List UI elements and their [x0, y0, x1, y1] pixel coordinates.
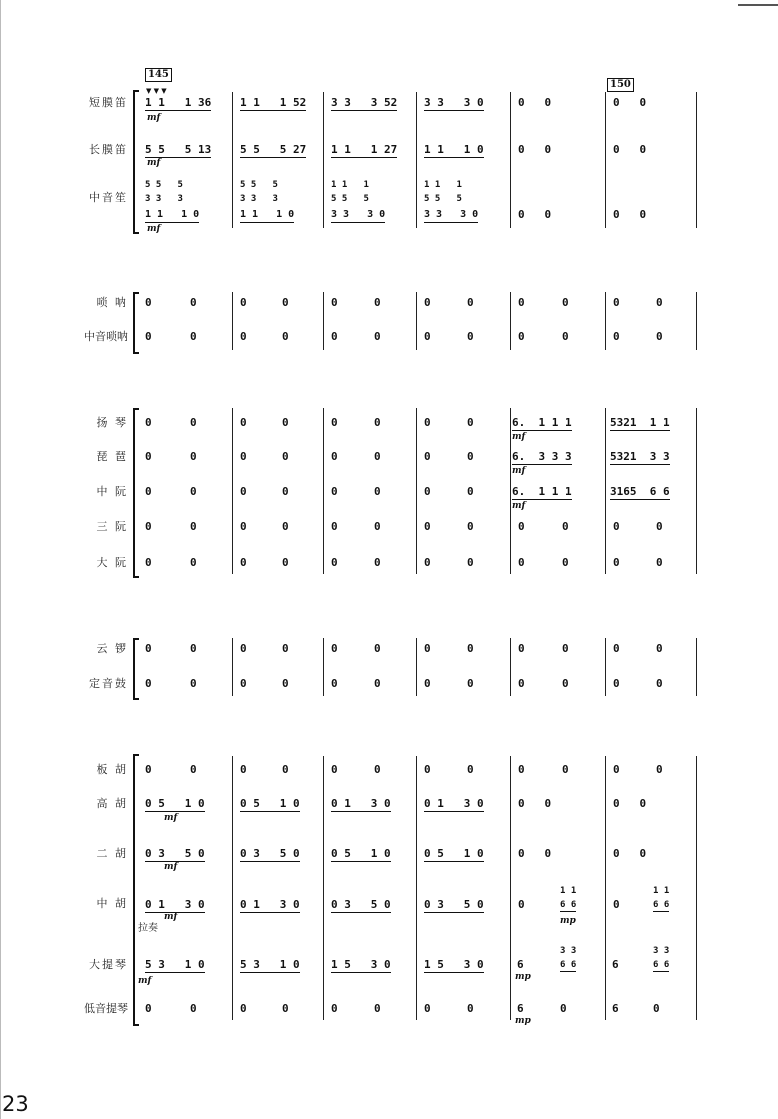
- yangqin-m149: 6. 1 1 1: [512, 416, 572, 429]
- barline: [510, 292, 511, 350]
- rest: 0: [190, 763, 197, 776]
- dynamic-mf: mf: [164, 813, 178, 823]
- gaohu-m147: 0 1 3 0: [331, 797, 391, 810]
- barline: [605, 756, 606, 1020]
- datiqin-m146: 5 3 1 0: [240, 958, 300, 971]
- rest: 0: [656, 520, 663, 533]
- pipa-m149: 6. 3 3 3: [512, 450, 572, 463]
- barline: [416, 92, 417, 228]
- rest: 0: [282, 763, 289, 776]
- rest: 0: [240, 677, 247, 690]
- rest: 0: [240, 763, 247, 776]
- instrument-label-gaohu: 高 胡: [96, 797, 128, 810]
- rest: 0: [190, 416, 197, 429]
- accent-mark: ▼ ▼ ▼: [146, 87, 167, 95]
- rest: 0: [467, 330, 474, 343]
- rest: 0: [562, 763, 569, 776]
- rest: 0: [424, 296, 431, 309]
- rest: 0: [282, 642, 289, 655]
- lazou-marking: 拉奏: [138, 923, 158, 934]
- rest: 0: [145, 416, 152, 429]
- erhu-m149: 0 0: [518, 847, 552, 860]
- barline: [232, 756, 233, 1020]
- rest: 0: [374, 642, 381, 655]
- erhu-m147: 0 5 1 0: [331, 847, 391, 860]
- rest: 0: [424, 556, 431, 569]
- rest: 0: [282, 677, 289, 690]
- corner-rule: [738, 4, 778, 6]
- rest: 0: [145, 677, 152, 690]
- rest: 0: [145, 330, 152, 343]
- rest: 0: [562, 556, 569, 569]
- rest: 0: [145, 556, 152, 569]
- rest: 0: [467, 485, 474, 498]
- rest: 0: [424, 330, 431, 343]
- rest: 0: [424, 1002, 431, 1015]
- gaohu-m150: 0 0: [613, 797, 647, 810]
- rest: 0: [562, 677, 569, 690]
- rest: 0: [656, 763, 663, 776]
- rest: 0: [282, 485, 289, 498]
- rest: 0: [562, 642, 569, 655]
- barline: [323, 408, 324, 574]
- rest: 0: [518, 296, 525, 309]
- dynamic-mf: mf: [512, 466, 526, 476]
- barline: [605, 638, 606, 696]
- rest: 0: [467, 763, 474, 776]
- page-number: 23: [2, 1092, 29, 1116]
- rest: 0: [613, 556, 620, 569]
- instrument-label-zhongyin-suona: 中音唢呐: [84, 330, 128, 343]
- rest: 0: [331, 330, 338, 343]
- dynamic-mp: mp: [515, 972, 531, 982]
- rest: 0: [240, 1002, 247, 1015]
- rest: 0: [145, 485, 152, 498]
- rest: 0: [282, 520, 289, 533]
- rest: 0: [331, 296, 338, 309]
- zhonghu-m148: 0 3 5 0: [424, 898, 484, 911]
- rest: 0: [282, 296, 289, 309]
- rest: 0: [656, 677, 663, 690]
- rest: 0: [331, 763, 338, 776]
- rest: 0: [424, 450, 431, 463]
- gaohu-m145: 0 5 1 0: [145, 797, 205, 810]
- rest: 0: [190, 1002, 197, 1015]
- instrument-label-daruan: 大 阮: [96, 556, 128, 569]
- barline: [510, 756, 511, 1020]
- rest: 0: [374, 416, 381, 429]
- rest: 0: [282, 556, 289, 569]
- rest: 0: [331, 677, 338, 690]
- datiqin-m150-chord-bottom: 6 6: [653, 960, 670, 970]
- rest: 0: [331, 556, 338, 569]
- instrument-label-zhongyinsheng: 中音笙: [89, 191, 128, 204]
- barline: [416, 408, 417, 574]
- zhonghu-m145: 0 1 3 0: [145, 898, 205, 911]
- measure-148-notes: 3 3 3 0: [424, 96, 484, 109]
- chord-mid: 5 5 5: [424, 194, 462, 204]
- rest: 0: [613, 763, 620, 776]
- rest: 0: [240, 450, 247, 463]
- barline: [323, 756, 324, 1020]
- datiqin-m145: 5 3 1 0: [145, 958, 205, 971]
- dynamic-mf: mf: [147, 224, 161, 234]
- barline: [510, 92, 511, 228]
- instrument-label-yangqin: 扬 琴: [96, 416, 128, 429]
- rest: 0: [282, 330, 289, 343]
- rest: 0: [145, 763, 152, 776]
- rest: 0: [562, 330, 569, 343]
- rest: 0: [282, 1002, 289, 1015]
- measure-147-notes: 3 3 3 0: [331, 208, 385, 223]
- rest: 0: [190, 330, 197, 343]
- rest: 0: [518, 677, 525, 690]
- page-left-edge: [0, 0, 1, 1119]
- rest: 0: [656, 330, 663, 343]
- wind-group-bracket: [133, 90, 139, 234]
- erhu-m146: 0 3 5 0: [240, 847, 300, 860]
- barline-end: [696, 638, 697, 696]
- rest: 0: [424, 763, 431, 776]
- measure-147-notes: 3 3 3 52: [331, 96, 398, 109]
- measure-150-notes: 0 0: [613, 96, 647, 109]
- rest: 0: [613, 642, 620, 655]
- measure-149-notes: 0 0: [518, 143, 552, 156]
- zhonghu-m149-chord-bottom: 6 6: [560, 900, 577, 910]
- rest: 0: [240, 520, 247, 533]
- chord-mid: 3 3 3: [240, 194, 278, 204]
- measure-145-notes: 1 1 1 36: [145, 96, 212, 109]
- rest: 0: [424, 520, 431, 533]
- rest: 0: [331, 450, 338, 463]
- instrument-label-banhu: 板 胡: [96, 763, 128, 776]
- zhonghu-m150-chord-top: 1 1: [653, 886, 670, 896]
- measure-148-notes: 3 3 3 0: [424, 208, 478, 223]
- rest: 0: [331, 485, 338, 498]
- suona-group-bracket: [133, 292, 139, 354]
- chord-top: 1 1 1: [331, 180, 369, 190]
- zhonghu-m150-chord-bottom: 6 6: [653, 900, 670, 910]
- measure-149-notes: 0 0: [518, 208, 552, 221]
- dynamic-mf: mf: [512, 432, 526, 442]
- barline: [510, 638, 511, 696]
- rest: 0: [190, 450, 197, 463]
- rest: 0: [518, 763, 525, 776]
- rest: 0: [613, 898, 620, 911]
- rest: 0: [331, 1002, 338, 1015]
- datiqin-m147: 1 5 3 0: [331, 958, 391, 971]
- chord-mid: 5 5 5: [331, 194, 369, 204]
- rest: 0: [190, 677, 197, 690]
- barline-end: [696, 408, 697, 574]
- rest: 0: [331, 642, 338, 655]
- rest: 0: [467, 556, 474, 569]
- rest: 0: [374, 450, 381, 463]
- gaohu-m149: 0 0: [518, 797, 552, 810]
- rest: 0: [613, 330, 620, 343]
- barline: [605, 292, 606, 350]
- datiqin-m149-chord-top: 3 3: [560, 946, 577, 956]
- barline: [323, 92, 324, 228]
- measure-146-notes: 5 5 5 27: [240, 143, 307, 156]
- rest: 0: [467, 642, 474, 655]
- dynamic-mf: mf: [147, 158, 161, 168]
- pipa-m150: 5321 3 3: [610, 450, 670, 463]
- dynamic-mf: mf: [147, 113, 161, 123]
- rest: 0: [240, 330, 247, 343]
- rest: 0: [190, 485, 197, 498]
- rest: 0: [145, 450, 152, 463]
- rest: 0: [467, 450, 474, 463]
- barline: [232, 408, 233, 574]
- rest: 0: [656, 556, 663, 569]
- instrument-label-zhonghu: 中 胡: [96, 897, 128, 910]
- gaohu-m148: 0 1 3 0: [424, 797, 484, 810]
- instrument-label-pipa: 琵 琶: [96, 450, 128, 463]
- instrument-label-erhu: 二 胡: [96, 847, 128, 860]
- rest: 0: [467, 677, 474, 690]
- rest: 0: [374, 485, 381, 498]
- barline-end: [696, 756, 697, 1020]
- barline: [232, 638, 233, 696]
- instrument-label-changmodi: 长膜笛: [89, 143, 128, 156]
- measure-149-notes: 0 0: [518, 96, 552, 109]
- barline-end: [696, 292, 697, 350]
- rest: 0: [656, 296, 663, 309]
- rest: 0: [467, 416, 474, 429]
- rest: 0: [282, 416, 289, 429]
- dynamic-mp: mp: [515, 1016, 531, 1026]
- rest: 0: [424, 416, 431, 429]
- rest: 0: [467, 296, 474, 309]
- barline: [323, 638, 324, 696]
- gaohu-m146: 0 5 1 0: [240, 797, 300, 810]
- rest: 0: [374, 556, 381, 569]
- dynamic-mf: mf: [138, 976, 152, 986]
- zhongruan-m149: 6. 1 1 1: [512, 485, 572, 498]
- barline: [232, 92, 233, 228]
- rest: 0: [613, 520, 620, 533]
- rest: 0: [240, 485, 247, 498]
- barline: [416, 638, 417, 696]
- datiqin-m149-chord-bottom: 6 6: [560, 960, 577, 970]
- dynamic-mp: mp: [560, 916, 576, 926]
- chord-top: 1 1 1: [424, 180, 462, 190]
- rest: 0: [190, 556, 197, 569]
- rest: 0: [190, 520, 197, 533]
- rest: 0: [518, 330, 525, 343]
- rest: 0: [518, 556, 525, 569]
- rest: 0: [374, 520, 381, 533]
- zhonghu-m149-chord-top: 1 1: [560, 886, 577, 896]
- datiqin-m150-chord-top: 3 3: [653, 946, 670, 956]
- rest: 0: [560, 1002, 567, 1015]
- measure-146-notes: 1 1 1 0: [240, 208, 294, 223]
- barline: [510, 408, 511, 574]
- measure-150-notes: 0 0: [613, 143, 647, 156]
- measure-147-notes: 1 1 1 27: [331, 143, 398, 156]
- instrument-label-diyintiqin: 低音提琴: [84, 1002, 128, 1015]
- rest: 0: [467, 520, 474, 533]
- barline: [416, 292, 417, 350]
- measure-146-notes: 1 1 1 52: [240, 96, 307, 109]
- rest: 0: [467, 1002, 474, 1015]
- instrument-label-datiqin: 大提琴: [89, 958, 128, 971]
- percussion-group-bracket: [133, 638, 139, 700]
- rest: 0: [240, 556, 247, 569]
- instrument-label-sanruan: 三 阮: [96, 520, 128, 533]
- datiqin-m148: 1 5 3 0: [424, 958, 484, 971]
- rehearsal-mark-150: 150: [607, 78, 634, 92]
- zhonghu-m146: 0 1 3 0: [240, 898, 300, 911]
- rest: 0: [145, 520, 152, 533]
- barline-end: [696, 92, 697, 228]
- dynamic-mf: mf: [512, 501, 526, 511]
- chord-top: 5 5 5: [145, 180, 183, 190]
- rest: 0: [331, 416, 338, 429]
- barline: [416, 756, 417, 1020]
- barline: [605, 92, 606, 228]
- instrument-label-zhongruan: 中 阮: [96, 485, 128, 498]
- zhongruan-m150: 3165 6 6: [610, 485, 670, 498]
- rest: 0: [145, 642, 152, 655]
- instrument-label-yunluo: 云 锣: [96, 642, 128, 655]
- rest: 0: [424, 677, 431, 690]
- barline: [605, 408, 606, 574]
- rest: 0: [562, 520, 569, 533]
- measure-145-notes: 1 1 1 0: [145, 208, 199, 223]
- rest: 0: [518, 520, 525, 533]
- rest: 0: [613, 677, 620, 690]
- plucked-group-bracket: [133, 408, 139, 578]
- rest: 0: [145, 1002, 152, 1015]
- rest: 0: [374, 1002, 381, 1015]
- rest: 0: [374, 763, 381, 776]
- erhu-m150: 0 0: [613, 847, 647, 860]
- diyintiqin-m149-note: 6: [517, 1002, 524, 1015]
- erhu-m148: 0 5 1 0: [424, 847, 484, 860]
- instrument-label-suona: 唢 呐: [96, 296, 128, 309]
- rest: 0: [518, 898, 525, 911]
- rest: 0: [518, 642, 525, 655]
- instrument-label-duanguandi: 短膜笛: [89, 96, 128, 109]
- rest: 0: [190, 296, 197, 309]
- erhu-m145: 0 3 5 0: [145, 847, 205, 860]
- datiqin-m150-note: 6: [612, 958, 619, 971]
- rest: 0: [190, 642, 197, 655]
- rehearsal-mark-145: 145: [145, 68, 172, 82]
- datiqin-m149-note: 6: [517, 958, 524, 971]
- rest: 0: [613, 296, 620, 309]
- measure-148-notes: 1 1 1 0: [424, 143, 484, 156]
- rest: 0: [240, 416, 247, 429]
- chord-mid: 3 3 3: [145, 194, 183, 204]
- rest: 0: [424, 485, 431, 498]
- measure-150-notes: 0 0: [613, 208, 647, 221]
- diyintiqin-m150-note: 6: [612, 1002, 619, 1015]
- rest: 0: [653, 1002, 660, 1015]
- barline: [323, 292, 324, 350]
- rest: 0: [282, 450, 289, 463]
- rest: 0: [145, 296, 152, 309]
- dynamic-mf: mf: [164, 862, 178, 872]
- rest: 0: [656, 642, 663, 655]
- rest: 0: [240, 296, 247, 309]
- rest: 0: [374, 677, 381, 690]
- rest: 0: [240, 642, 247, 655]
- rest: 0: [562, 296, 569, 309]
- zhonghu-m147: 0 3 5 0: [331, 898, 391, 911]
- rest: 0: [331, 520, 338, 533]
- barline: [232, 292, 233, 350]
- rest: 0: [374, 330, 381, 343]
- rest: 0: [374, 296, 381, 309]
- measure-145-notes: 5 5 5 13: [145, 143, 212, 156]
- dynamic-mf: mf: [164, 912, 178, 922]
- rest: 0: [424, 642, 431, 655]
- instrument-label-dingyingu: 定音鼓: [89, 677, 128, 690]
- yangqin-m150: 5321 1 1: [610, 416, 670, 429]
- chord-top: 5 5 5: [240, 180, 278, 190]
